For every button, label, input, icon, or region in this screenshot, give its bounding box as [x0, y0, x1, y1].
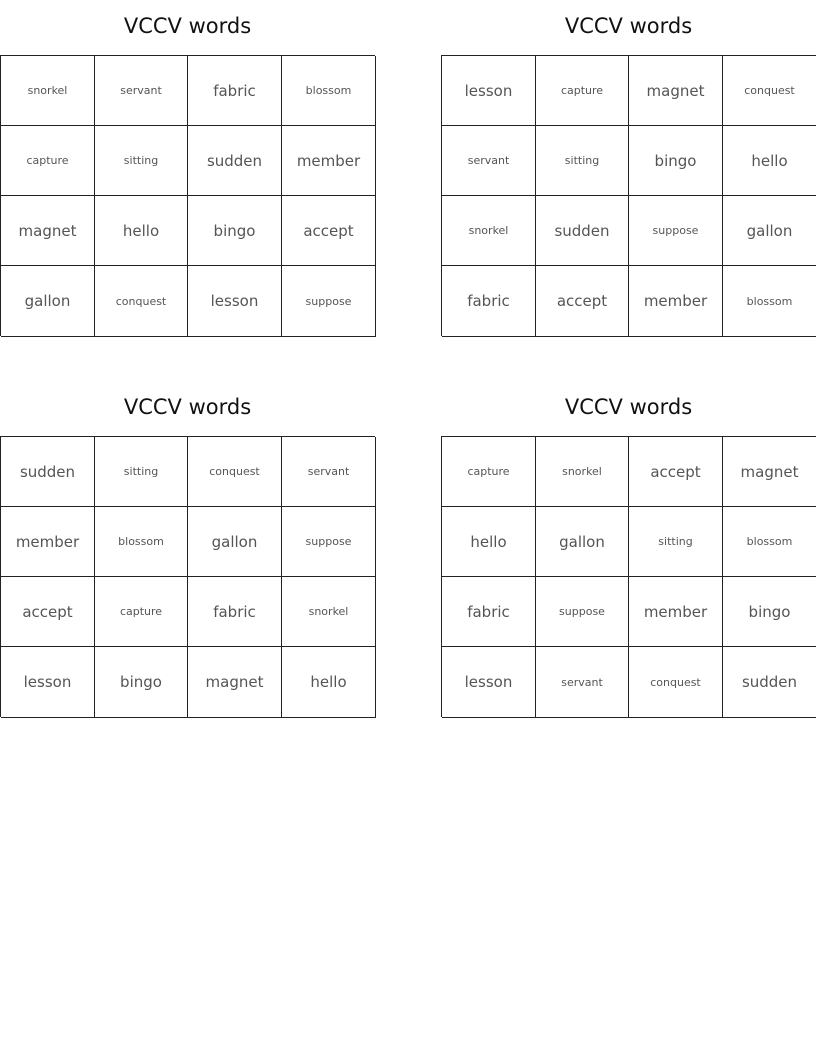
card-title: VCCV words: [564, 14, 693, 38]
grid-cell: servant: [95, 56, 188, 126]
grid-cell: snorkel: [536, 437, 629, 507]
grid-cell: hello: [442, 507, 536, 577]
grid-cell: conquest: [629, 647, 723, 718]
grid-cell: lesson: [188, 266, 282, 337]
bingo-card-3: [0, 381, 375, 717]
grid-cell: accept: [629, 437, 723, 507]
grid-cell: conquest: [188, 437, 282, 507]
bingo-card-2: [441, 0, 816, 336]
grid-cell: member: [282, 126, 376, 196]
grid-cell: magnet: [629, 56, 723, 126]
grid-cell: gallon: [1, 266, 95, 337]
grid-cell: fabric: [188, 56, 282, 126]
grid-cell: hello: [95, 196, 188, 266]
bingo-grid: [441, 436, 816, 717]
grid-cell: accept: [282, 196, 376, 266]
grid-cell: snorkel: [282, 577, 376, 647]
grid-cell: fabric: [442, 266, 536, 337]
grid-cell: gallon: [723, 196, 816, 266]
card-title: VCCV words: [123, 14, 252, 38]
grid-cell: blossom: [723, 266, 816, 337]
grid-cell: magnet: [188, 647, 282, 718]
grid-cell: conquest: [95, 266, 188, 337]
grid-cell: suppose: [282, 507, 376, 577]
grid-cell: capture: [536, 56, 629, 126]
grid-cell: bingo: [723, 577, 816, 647]
grid-cell: conquest: [723, 56, 816, 126]
grid-cell: bingo: [629, 126, 723, 196]
grid-cell: blossom: [723, 507, 816, 577]
grid-cell: member: [1, 507, 95, 577]
grid-cell: lesson: [442, 56, 536, 126]
grid-cell: sudden: [536, 196, 629, 266]
grid-cell: magnet: [1, 196, 95, 266]
grid-cell: accept: [536, 266, 629, 337]
grid-cell: servant: [442, 126, 536, 196]
grid-cell: servant: [536, 647, 629, 718]
grid-cell: member: [629, 577, 723, 647]
grid-cell: lesson: [1, 647, 95, 718]
grid-cell: sudden: [188, 126, 282, 196]
grid-cell: gallon: [188, 507, 282, 577]
grid-cell: bingo: [188, 196, 282, 266]
grid-cell: sitting: [95, 126, 188, 196]
card-title: VCCV words: [123, 395, 252, 419]
grid-cell: sudden: [723, 647, 816, 718]
grid-cell: suppose: [282, 266, 376, 337]
grid-cell: lesson: [442, 647, 536, 718]
grid-cell: sitting: [95, 437, 188, 507]
grid-cell: fabric: [442, 577, 536, 647]
grid-cell: servant: [282, 437, 376, 507]
grid-cell: suppose: [629, 196, 723, 266]
grid-cell: capture: [442, 437, 536, 507]
bingo-card-1: [0, 0, 375, 336]
grid-cell: hello: [723, 126, 816, 196]
bingo-grid: [0, 436, 375, 717]
grid-cell: sitting: [629, 507, 723, 577]
grid-cell: member: [629, 266, 723, 337]
grid-cell: suppose: [536, 577, 629, 647]
bingo-grid: [0, 55, 375, 336]
grid-cell: hello: [282, 647, 376, 718]
grid-cell: bingo: [95, 647, 188, 718]
grid-cell: gallon: [536, 507, 629, 577]
grid-cell: capture: [95, 577, 188, 647]
grid-cell: blossom: [95, 507, 188, 577]
grid-cell: capture: [1, 126, 95, 196]
grid-cell: magnet: [723, 437, 816, 507]
grid-cell: snorkel: [1, 56, 95, 126]
grid-cell: sudden: [1, 437, 95, 507]
bingo-grid: [441, 55, 816, 336]
grid-cell: snorkel: [442, 196, 536, 266]
grid-cell: blossom: [282, 56, 376, 126]
card-title: VCCV words: [564, 395, 693, 419]
bingo-card-4: [441, 381, 816, 717]
grid-cell: sitting: [536, 126, 629, 196]
grid-cell: accept: [1, 577, 95, 647]
grid-cell: fabric: [188, 577, 282, 647]
